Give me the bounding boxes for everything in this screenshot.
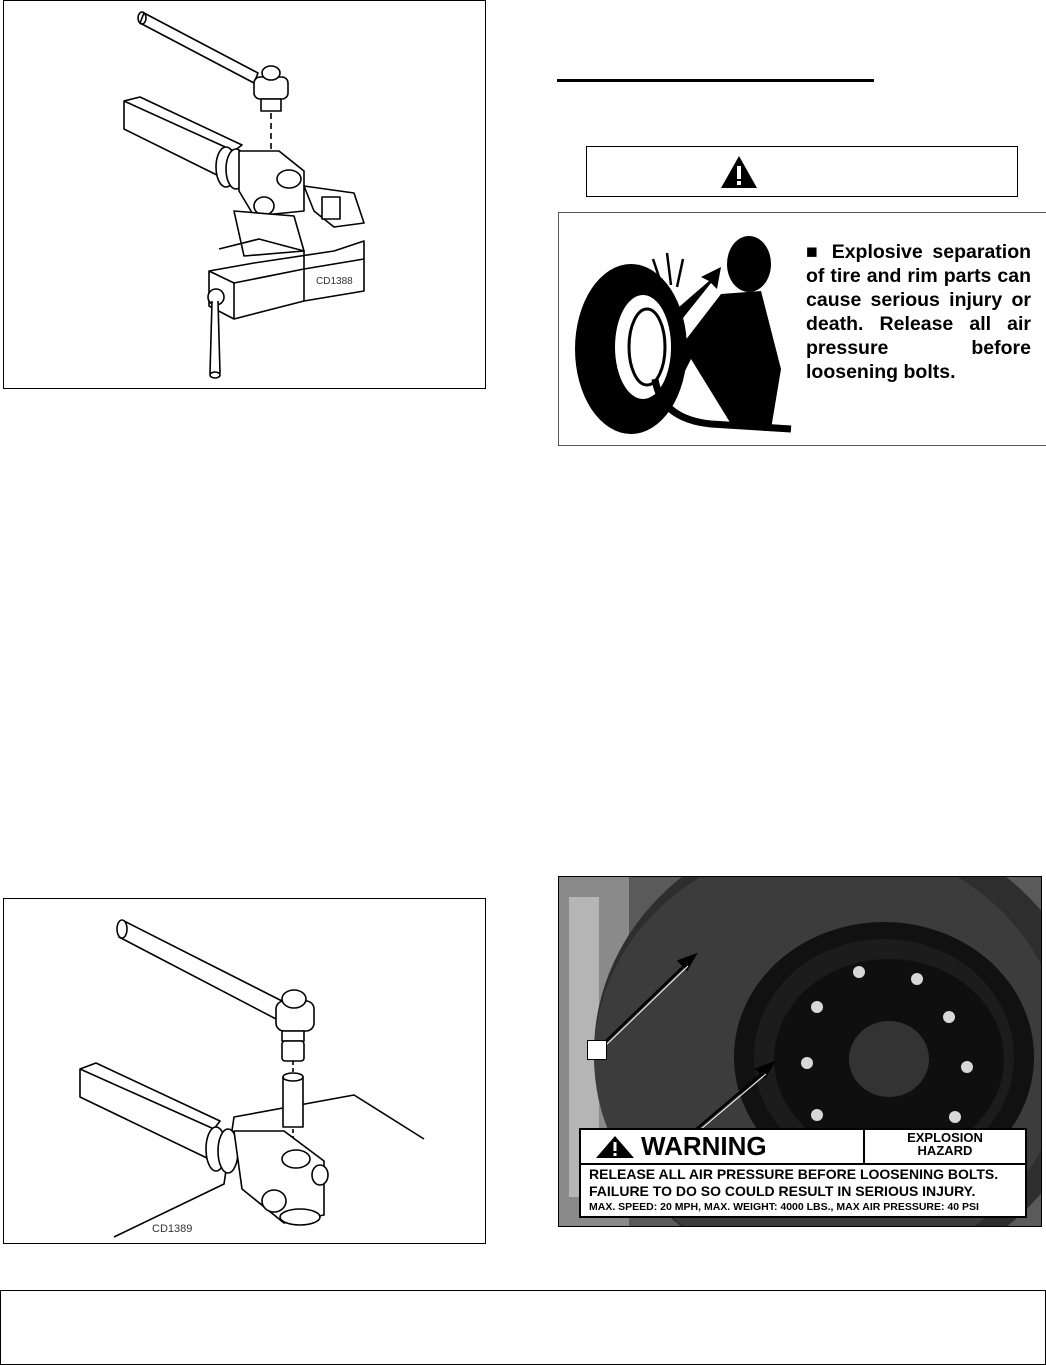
decal-hazard-line1: EXPLOSION	[907, 1130, 983, 1145]
warning-decal	[579, 1128, 1027, 1218]
decal-header	[581, 1130, 1025, 1165]
safety-message-box	[558, 212, 1046, 446]
footer-box	[0, 1290, 1046, 1365]
decal-line-3: MAX. SPEED: 20 MPH, MAX. WEIGHT: 4000 LBS., MAX AIR PRESSURE: 40 PSI	[589, 1201, 979, 1213]
decal-line-2: FAILURE TO DO SO COULD RESULT IN SERIOUS INJURY.	[589, 1183, 976, 1199]
u-joint-press-illustration	[4, 899, 485, 1243]
decal-warning-panel	[581, 1130, 865, 1163]
section-heading-rule	[557, 79, 874, 82]
decal-hazard-line2: HAZARD	[917, 1143, 973, 1158]
warning-triangle-icon	[595, 1135, 635, 1159]
figure-cd1389	[3, 898, 486, 1244]
safety-message	[806, 240, 1031, 384]
wheel-decal-photo	[558, 876, 1042, 1227]
figure-cd1388	[3, 0, 486, 389]
decal-hazard-type	[865, 1131, 1025, 1157]
figure-label: CD1389	[152, 1223, 193, 1235]
tire-explosion-pictogram	[571, 219, 796, 441]
decal-warning-word: WARNING	[641, 1131, 767, 1161]
safety-signal-box	[586, 146, 1018, 197]
decal-line-1: RELEASE ALL AIR PRESSURE BEFORE LOOSENING BOLTS.	[589, 1166, 999, 1182]
safety-message-text: Explosive separation of tire and rim parts can cause serious injury or death. Release all air pressure before loosening bolts.	[806, 241, 1032, 383]
warning-triangle-icon	[719, 154, 759, 190]
figure-label: CD1388	[316, 276, 353, 287]
u-joint-vise-illustration	[4, 1, 485, 388]
bullet-icon: ■	[806, 241, 823, 263]
callout-box	[587, 1040, 607, 1060]
